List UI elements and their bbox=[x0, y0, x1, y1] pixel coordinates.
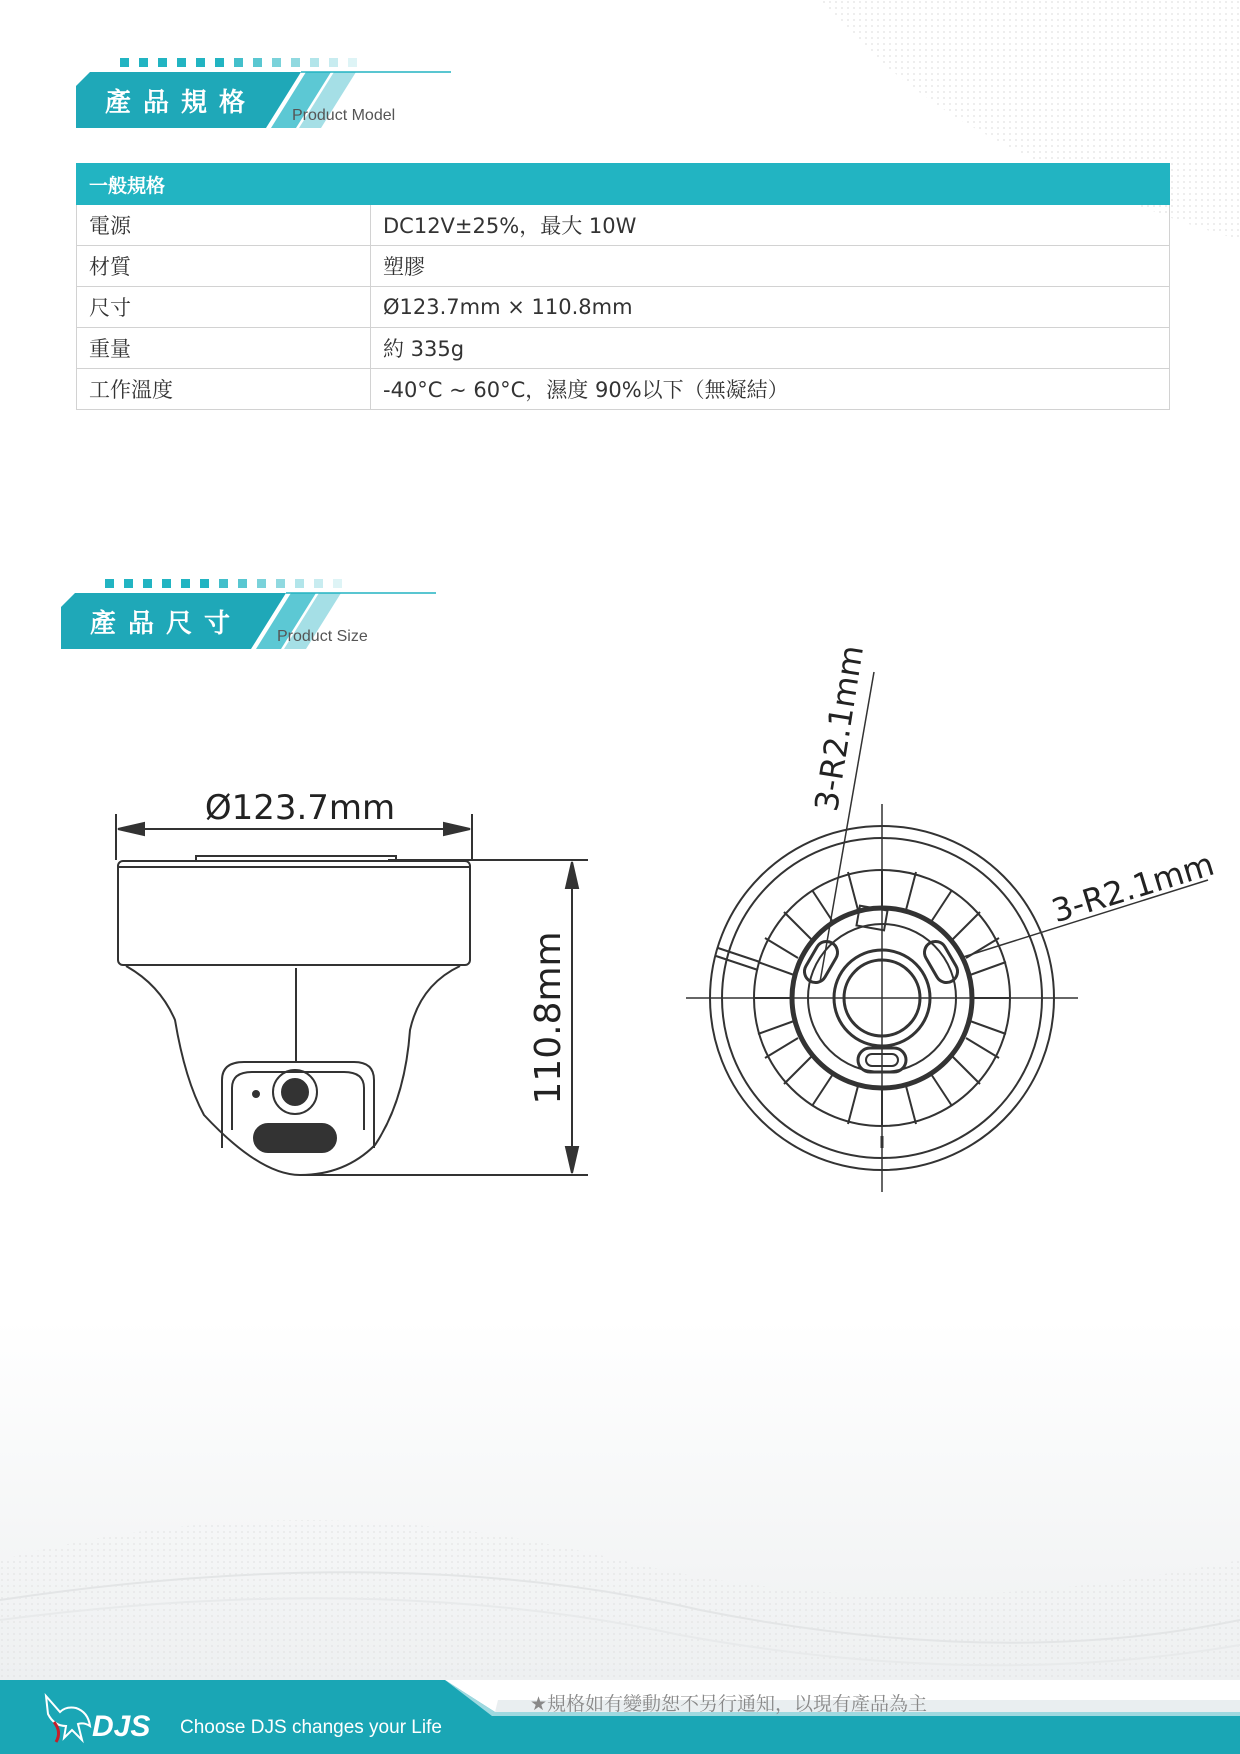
height-label: 110.8mm bbox=[528, 931, 569, 1105]
footer-disclaimer: ★規格如有變動恕不另行通知，以現有產品為主 bbox=[530, 1693, 928, 1715]
spec-label: 重量 bbox=[77, 328, 371, 369]
unicorn-logo-icon bbox=[38, 1692, 98, 1746]
brand-name: DJS bbox=[92, 1710, 151, 1743]
spec-value: 塑膠 bbox=[371, 246, 1170, 287]
spec-table-header: 一般規格 bbox=[77, 164, 1170, 205]
radius-label-right: 3-R2.1mm bbox=[1047, 844, 1219, 931]
spec-value: DC12V±25%，最大 10W bbox=[371, 205, 1170, 246]
size-section-subtitle: Product Size bbox=[277, 628, 368, 645]
spec-label: 電源 bbox=[77, 205, 371, 246]
spec-value: Ø123.7mm × 110.8mm bbox=[371, 287, 1170, 328]
spec-section-subtitle: Product Model bbox=[292, 107, 396, 124]
spec-label: 材質 bbox=[77, 246, 371, 287]
spec-label: 工作溫度 bbox=[77, 369, 371, 410]
brand-slogan: Choose DJS changes your Life bbox=[180, 1717, 442, 1738]
footer bbox=[0, 1680, 1240, 1754]
spec-value: 約 335g bbox=[371, 328, 1170, 369]
spec-label: 尺寸 bbox=[77, 287, 371, 328]
radius-label-top: 3-R2.1mm bbox=[807, 642, 871, 814]
size-section-title: 產品尺寸 bbox=[89, 609, 242, 639]
diameter-label: Ø123.7mm bbox=[204, 788, 396, 828]
spec-value: -40°C ~ 60°C，濕度 90%以下（無凝結） bbox=[371, 369, 1170, 410]
spec-section-title: 產品規格 bbox=[104, 88, 257, 118]
